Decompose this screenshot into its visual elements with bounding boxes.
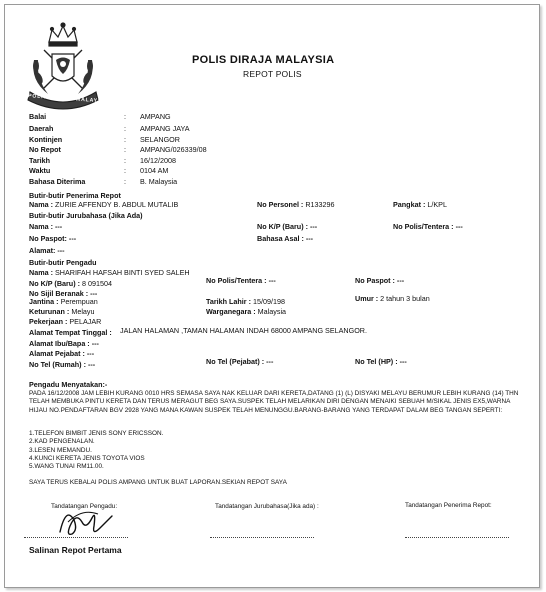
report-info-value: SELANGOR xyxy=(140,135,180,144)
complainant-section-heading: Butir-butir Pengadu xyxy=(29,258,97,267)
complainant-parent-address: Alamat Ibu/Bapa : --- xyxy=(29,339,99,348)
complainant-name: Nama : SHARIFAH HAFSAH BINTI SYED SALEH xyxy=(29,268,190,277)
report-info-label: No Repot xyxy=(29,145,61,154)
receiver-signature-label: Tandatangan Penerima Repot: xyxy=(405,502,492,509)
report-info-colon: : xyxy=(124,124,126,133)
complainant-birth-cert: No Sijil Beranak : --- xyxy=(29,289,98,298)
report-info-colon: : xyxy=(124,135,126,144)
report-info-colon: : xyxy=(124,156,126,165)
statement-item: 1.TELEFON BIMBIT JENIS SONY ERICSSON. xyxy=(29,430,164,437)
interpreter-section-heading: Butir-butir Jurubahasa (Jika Ada) xyxy=(29,211,143,220)
complainant-dob: Tarikh Lahir : 15/09/198 xyxy=(206,297,285,306)
complainant-home-address-label: Alamat Tempat Tinggal : xyxy=(29,328,112,337)
receiver-name: Nama : ZURIE AFFENDY B. ABDUL MUTALIB xyxy=(29,200,179,209)
crest-motto: POLIS DIRAJA MALAYSIA xyxy=(27,93,110,105)
complainant-ic: No K/P (Baru) : 8 091504 xyxy=(29,279,112,288)
interpreter-police-no: No Polis/Tentera : --- xyxy=(393,222,463,231)
complainant-race: Keturunan : Melayu xyxy=(29,307,95,316)
report-info-value: AMPANG xyxy=(140,112,171,121)
interpreter-passport: No Paspot: --- xyxy=(29,234,77,243)
complainant-signature-line xyxy=(24,537,128,538)
interpreter-signature-line xyxy=(210,537,314,538)
statement-item: 3.LESEN MEMANDU. xyxy=(29,446,92,454)
interpreter-name: Nama : --- xyxy=(29,222,63,231)
complainant-occupation: Pekerjaan : PELAJAR xyxy=(29,317,102,326)
complainant-signature-label: Tandatangan Pengadu: xyxy=(51,503,118,510)
report-info-label: Kontinjen xyxy=(29,135,63,144)
footer-copy-label: Salinan Repot Pertama xyxy=(29,545,122,555)
complainant-office-address: Alamat Pejabat : --- xyxy=(29,349,95,358)
receiver-personnel-no: No Personel : R133296 xyxy=(257,200,335,209)
statement-heading: Pengadu Menyatakan:- xyxy=(29,380,108,389)
report-info-value: AMPANG JAYA xyxy=(140,124,190,133)
complainant-tel-hp: No Tel (HP) : --- xyxy=(355,357,407,366)
report-info-value: 0104 AM xyxy=(140,166,169,175)
statement-item: 2.KAD PENGENALAN. xyxy=(29,438,95,446)
interpreter-signature-label: Tandatangan Jurubahasa(Jika ada) : xyxy=(215,503,319,510)
complainant-citizenship: Warganegara : Malaysia xyxy=(206,307,287,316)
report-info-value: AMPANG/026339/08 xyxy=(140,145,207,154)
interpreter-address: Alamat: --- xyxy=(29,246,65,255)
statement-item: 4.KUNCI KERETA JENIS TOYOTA VIOS xyxy=(29,454,145,462)
report-info-label: Balai xyxy=(29,112,47,121)
report-info-label: Waktu xyxy=(29,166,51,175)
interpreter-ic: No K/P (Baru) : --- xyxy=(257,222,318,231)
page-subtitle: REPOT POLIS xyxy=(243,69,302,79)
complainant-gender: Jantina : Perempuan xyxy=(29,297,98,306)
report-info-colon: : xyxy=(124,112,126,121)
statement-paragraph: PADA 16/12/2008 JAM LEBIH KURANG 0010 HRS SEMASA SAYA NAK KELUAR DARI KERETA,DATANG (1) (L) DISYAKI MELAYU BERUMUR LEBIH KURANG (14) THN TELAH MEMBUKA PINTU KERETA DAN TERUS MERAGUT BEG SAYA.SUSPEK TELAH MELARIKAN DIRI DENGAN MENAIKI SEBUAH M/SIKAL JENIS EX5,WARNA HIJAU NO.PENDAFTARAN BGV 2928 YANG MANA KAWAN SUSPEK TELAH MENUNGGU.BARANG-BARANG YANG TERDAPAT DALAM BEG TANGAN SEPERTI: xyxy=(29,390,519,414)
receiver-rank: Pangkat : L/KPL xyxy=(393,200,447,209)
complainant-police-no: No Polis/Tentera : --- xyxy=(206,276,276,285)
report-info-label: Daerah xyxy=(29,124,54,133)
complainant-passport: No Paspot : --- xyxy=(355,276,405,285)
page-title: POLIS DIRAJA MALAYSIA xyxy=(192,54,335,66)
report-info-label: Bahasa Diterima xyxy=(29,177,86,186)
receiver-section-heading: Butir-butir Penerima Repot xyxy=(29,191,121,200)
report-info-value: 16/12/2008 xyxy=(140,156,176,165)
report-info-value: B. Malaysia xyxy=(140,177,178,186)
complainant-tel-home: No Tel (Rumah) : --- xyxy=(29,360,96,369)
complainant-home-address: JALAN HALAMAN ,TAMAN HALAMAN INDAH 68000 AMPANG SELANGOR. xyxy=(120,326,367,335)
complainant-tel-office: No Tel (Pejabat) : --- xyxy=(206,357,274,366)
complainant-age: Umur : 2 tahun 3 bulan xyxy=(355,294,430,303)
statement-item: 5.WANG TUNAI RM11.00. xyxy=(29,463,104,471)
report-info-colon: : xyxy=(124,166,126,175)
report-info-colon: : xyxy=(124,145,126,154)
receiver-signature-line xyxy=(405,537,509,538)
statement-closing: SAYA TERUS KEBALAI POLIS AMPANG UNTUK BUAT LAPORAN.SEKIAN REPOT SAYA xyxy=(29,479,287,486)
interpreter-language: Bahasa Asal : --- xyxy=(257,234,314,243)
report-info-label: Tarikh xyxy=(29,156,51,165)
report-info-colon: : xyxy=(124,177,126,186)
handwritten-signature xyxy=(52,500,122,540)
